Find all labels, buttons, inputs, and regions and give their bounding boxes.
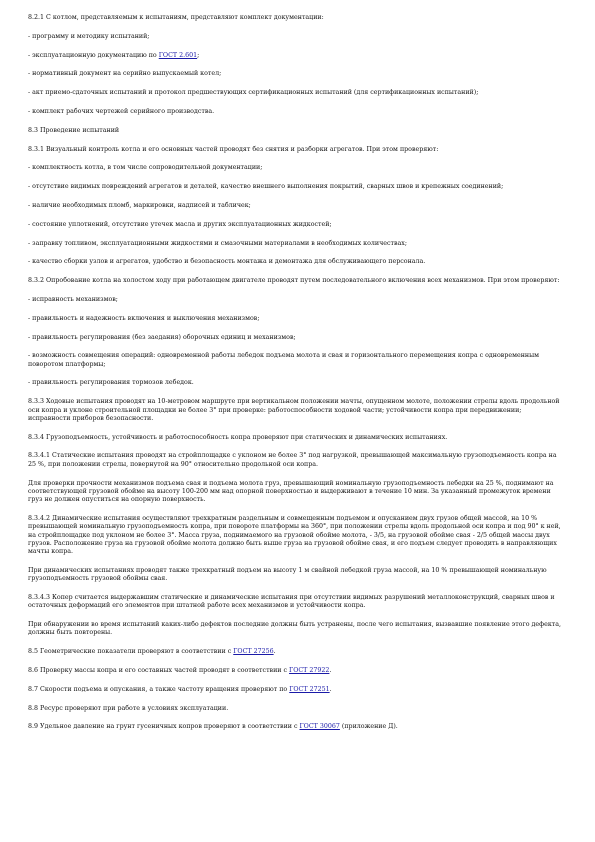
- paragraph-8-9: [28, 723, 565, 731]
- list-item-assembly: - качество сборки узлов и агрегатов, удобство и безопасность монтажа и демонтажа для обслуживающего персонала.: [28, 258, 426, 266]
- gost-27251-link[interactable]: ГОСТ 27251: [289, 685, 330, 693]
- list-item-mechanisms: - исправность механизмов;: [28, 295, 118, 303]
- list-item-drawings: - комплект рабочих чертежей серийного производства.: [28, 107, 215, 115]
- paragraph-8-8: 8.8 Ресурс проверяют при работе в условиях эксплуатации.: [28, 704, 229, 712]
- paragraph-8-7: [28, 686, 565, 694]
- paragraph-8-6: [28, 667, 565, 675]
- paragraph-8-3-3: 8.3.3 Ходовые испытания проводят на 10-метровом маршруте при вертикальном положении мачты, опущенном молоте, положении стрелы вдоль продольной оси копра и уклоне строительной площадки не более 3° при проверке: работоспособности ходовой части; устойчивости копра при передвижении; исправности приборов безопасности.: [28, 398, 560, 422]
- list-item-fuel: - заправку топливом, эксплуатационными жидкостями и смазочными материалами в необходимых количествах;: [28, 239, 407, 247]
- paragraph-8-2-1: 8.2.1 С котлом, представляемым к испытаниям, представляют комплект документации:: [28, 14, 324, 21]
- gost-27256-link[interactable]: ГОСТ 27256: [233, 648, 274, 656]
- text-segment: ;: [197, 51, 200, 59]
- list-item-seals: - наличие необходимых пломб, маркировки, надписей и табличек;: [28, 201, 251, 209]
- paragraph-strength-check: Для проверки прочности механизмов подъема свая и подъема молота груз, превышающий номинальную грузоподъемность лебедки на 25 %, поднимают на соответствующей грузовой обойме на высоту 100-200 мм над опорной поверхностью и выдерживают в течение 10 мин. За указанный промежуток времени груз не должен опуститься на опорную поверхность.: [28, 479, 554, 504]
- list-item-operational-docs: [28, 52, 565, 60]
- list-item-brakes: - правильность регулирования тормозов лебедок.: [28, 379, 194, 387]
- list-item-damage: - отсутствие видимых повреждений агрегатов и деталей, качество внешнего выполнения покрытий, сварных швов и крепежных соединений;: [28, 183, 504, 191]
- paragraph-8-3-1: 8.3.1 Визуальный контроль котла и его основных частей проводят без снятия и разборки агрегатов. При этом проверяют:: [28, 145, 439, 153]
- list-item-regulation: - правильность регулирования (без заедания) оборочных единиц и механизмов;: [28, 333, 296, 341]
- paragraph-defects: При обнаружении во время испытаний каких-либо дефектов последние должны быть устранены, после чего испытания, вызвавшие появление этого дефекта, должны быть повторены.: [28, 621, 561, 637]
- text-segment: .: [329, 666, 332, 674]
- list-item-acceptance-act: - акт приемо-сдаточных испытаний и протокол предшествующих сертификационных испытаний (для сертификационных испытаний);: [28, 89, 479, 97]
- paragraph-8-3-4-3: 8.3.4.3 Копер считается выдержавшим статические и динамические испытания при отсутствии видимых разрушений металлоконструкций, сварных швов и остаточных деформаций его элементов при штатной работе всех механизмов и устойчивости копра.: [28, 593, 555, 610]
- gost-30067-link[interactable]: ГОСТ 30067: [299, 723, 340, 731]
- text-segment: 8.5 Геометрические показатели проверяют в соответствии с: [28, 648, 234, 656]
- text-segment: 8.7 Скорости подъема и опускания, а также частоту вращения проверяют по: [28, 685, 290, 693]
- gost-27922-link[interactable]: ГОСТ 27922: [289, 666, 330, 674]
- list-item-gaskets: - состояние уплотнений, отсутствие утечек масла и других эксплуатационных жидкостей;: [28, 220, 332, 228]
- list-item-switching: - правильность и надежность включения и выключения механизмов;: [28, 314, 260, 322]
- list-item-completeness: - комплектность котла, в том числе сопроводительной документации;: [28, 164, 263, 172]
- gost-2-601-link[interactable]: ГОСТ 2.601: [158, 51, 198, 59]
- paragraph-8-3-4-1: 8.3.4.1 Статические испытания проводят на стройплощадке с уклоном не более 3° под нагрузкой, превышающей максимальную грузоподъемность копра на 25 %, при положении стрелы, повернутой на 90° относительно продольной оси копра.: [28, 452, 557, 468]
- list-item-combined-operations: - возможность совмещения операций: одновременной работы лебедок подъема молота и свая и горизонтального перемещения копра с одновременным поворотом платформы;: [28, 352, 540, 368]
- text-segment: 8.6 Проверку массы копра и его составных частей проводят в соответствии с: [28, 666, 290, 674]
- paragraph-8-3-2: 8.3.2 Опробование котла на холостом ходу при работающем двигателе проводят путем последовательного включения всех механизмов. При этом проверяют:: [28, 277, 560, 285]
- list-item-normative-doc: - нормативный документ на серийно выпускаемый котел;: [28, 70, 222, 78]
- paragraph-dynamic-lift: При динамических испытаниях проводят также трехкратный подъем на высоту 1 м свайной лебедкой груза массой, на 10 % превышающей номинальную грузоподъемность грузовой обоймы свая.: [28, 566, 547, 583]
- text-segment: 8.9 Удельное давление на грунт гусеничных копров проверяют в соответствии с: [28, 723, 300, 731]
- text-segment: (приложение Д).: [339, 723, 398, 731]
- text-segment: - эксплуатационную документацию по: [28, 51, 159, 59]
- text-segment: .: [273, 648, 276, 656]
- paragraph-8-3-4-2: 8.3.4.2 Динамические испытания осуществляют трехкратным раздельным и совмещенным подъемом и опусканием двух грузов общей массой, на 10 % превышающей номинальную грузоподъемность копра, при повороте платформы на 360°, при положении стрелы вдоль продольной оси копра и под 90° к ней, на стройплощадке под уклоном не более 3°. Масса груза, поднимаемого на грузовой обойме молота, - 3/5, на грузовой обойме свая - 2/5 общей массы двух грузов. Расположение груза на грузовой обойме молота должно быть выше груза на грузовой обойме свая, и его подъем следует проводить в направляющих мачты копра.: [28, 514, 561, 556]
- paragraph-8-3-4: 8.3.4 Грузоподъемность, устойчивость и работоспособность копра проверяют при статических и динамических испытаниях.: [28, 433, 448, 441]
- list-item-program: - программу и методику испытаний;: [28, 32, 150, 40]
- section-heading-8-3: 8.3 Проведение испытаний: [28, 126, 120, 134]
- paragraph-8-5: [28, 648, 565, 656]
- text-segment: .: [329, 685, 332, 693]
